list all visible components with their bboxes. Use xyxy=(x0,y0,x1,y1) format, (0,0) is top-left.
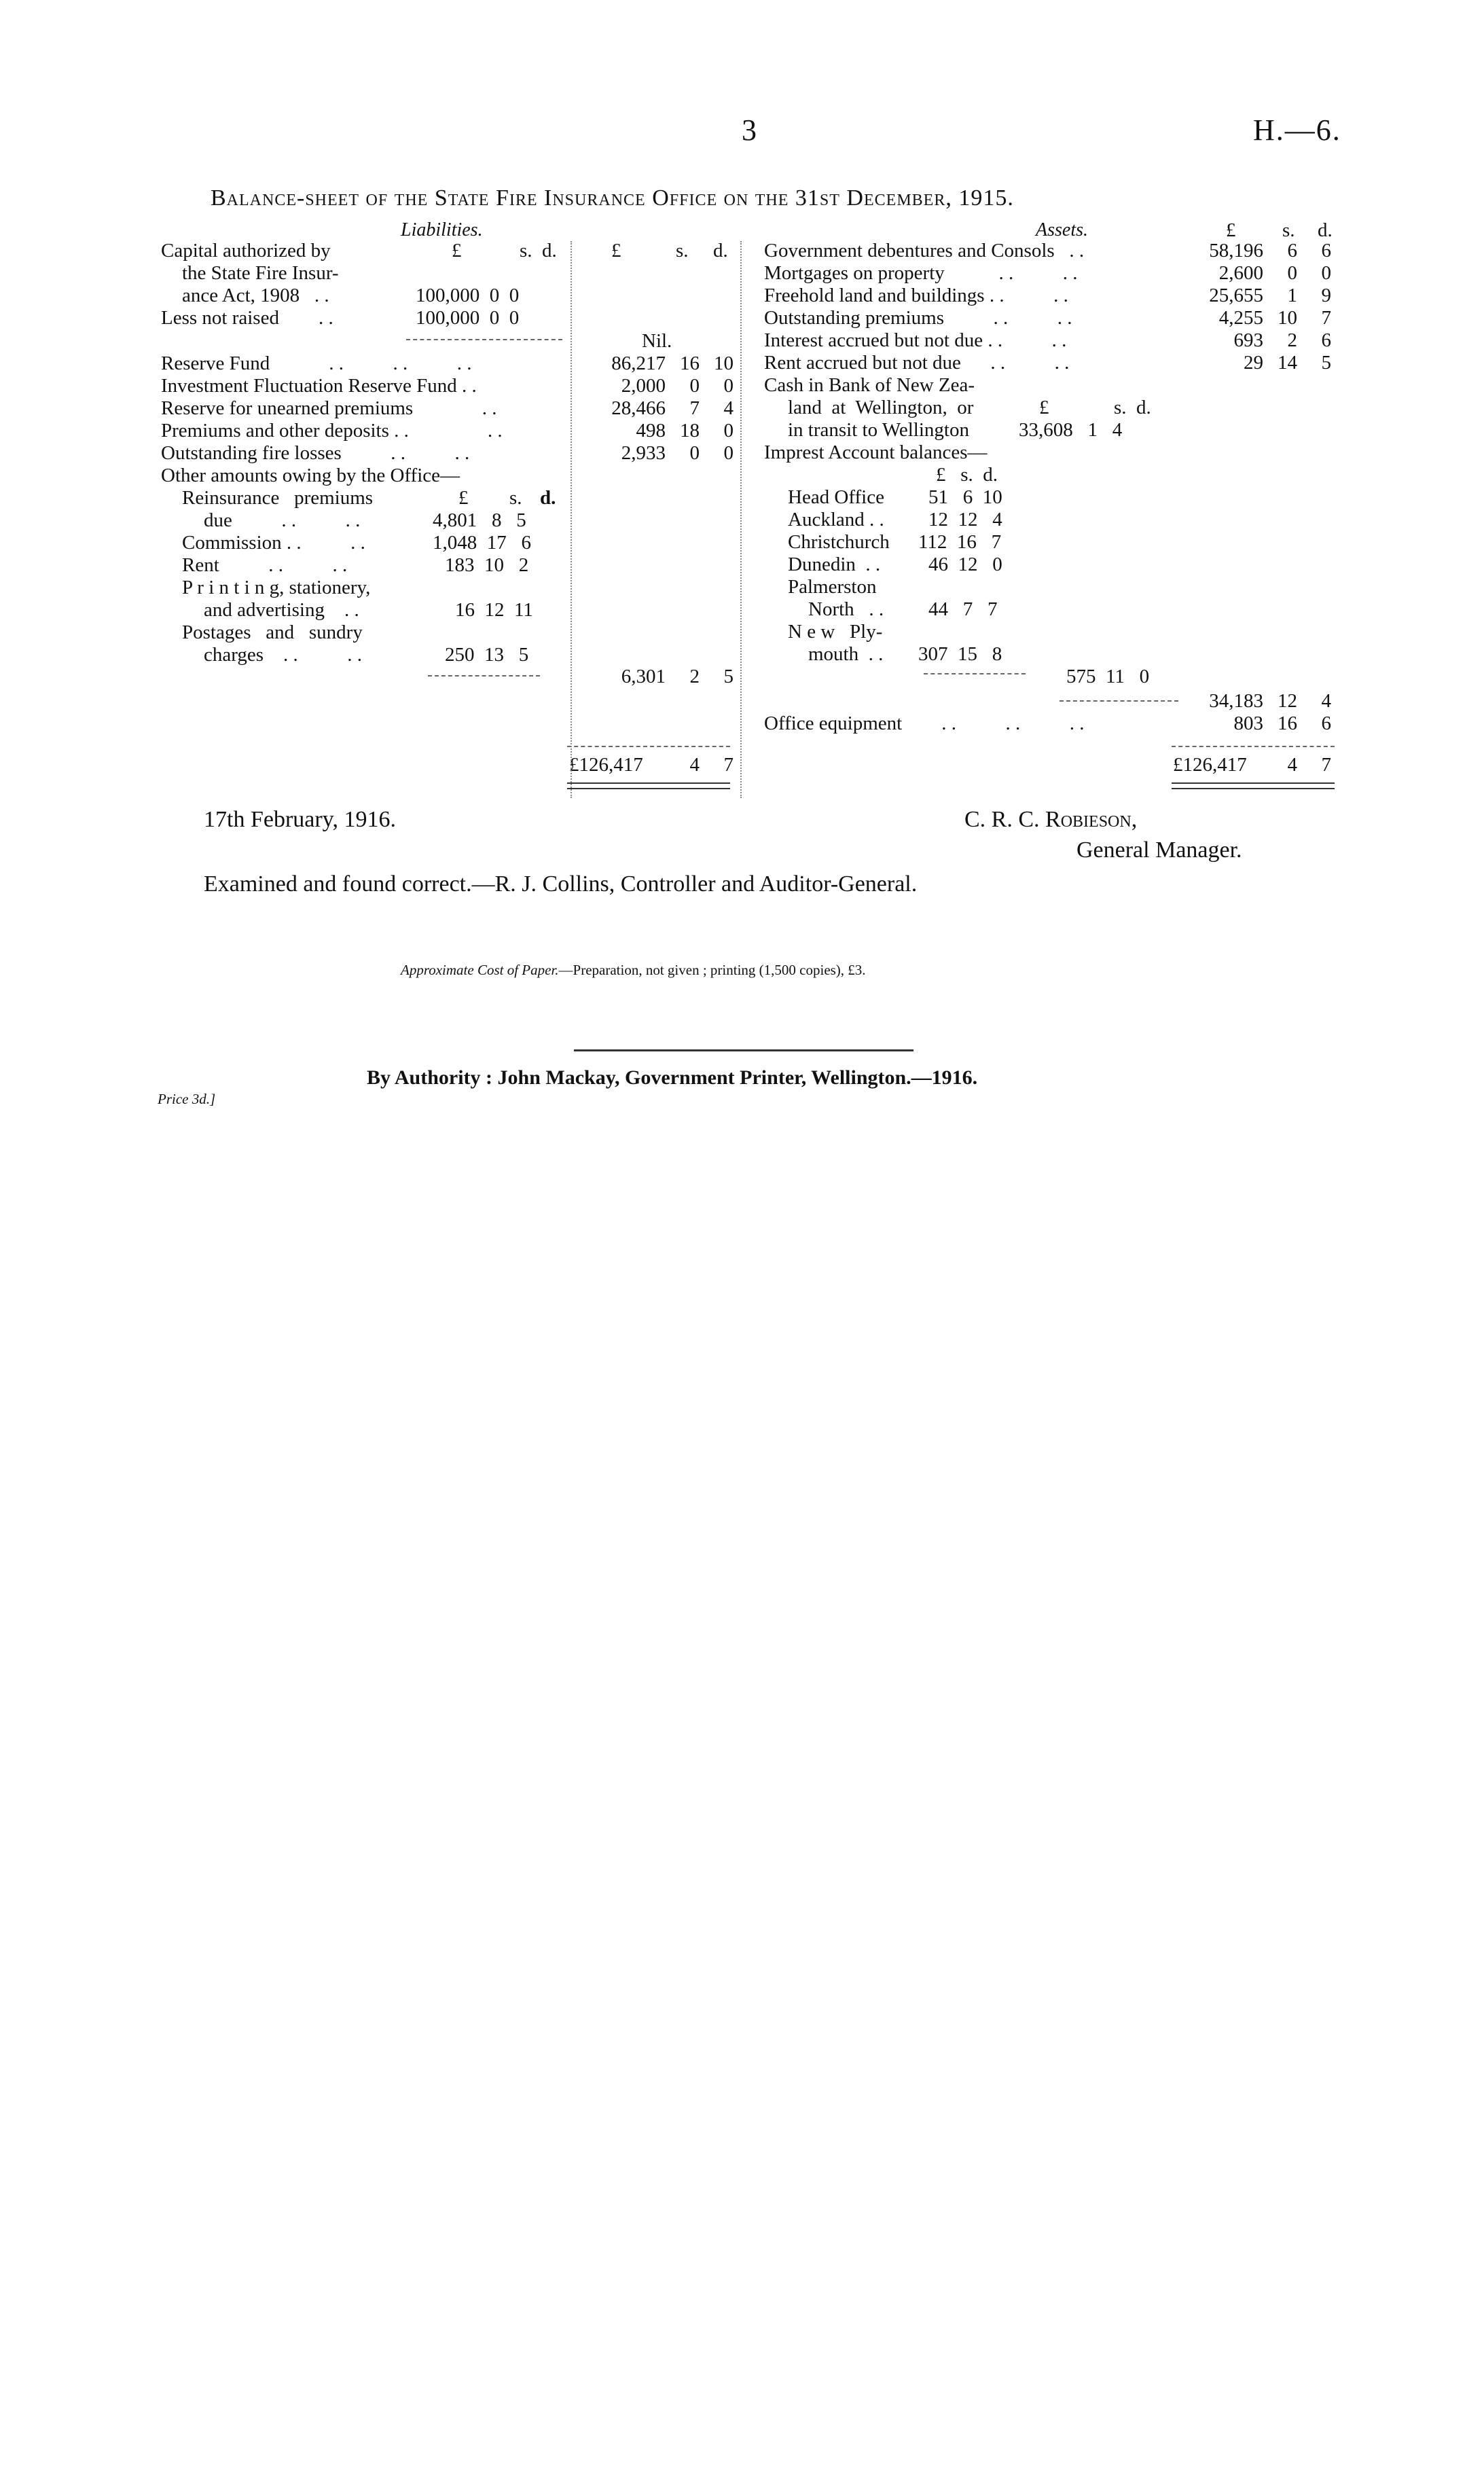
liabilities-double-rule-top xyxy=(567,782,730,784)
examined-statement: Examined and found correct.—R. J. Collins, Controller and Auditor-General. xyxy=(204,871,918,897)
fire-losses-pounds: 2,933 xyxy=(621,442,666,464)
printing-amount: 16 12 11 xyxy=(455,599,533,621)
sub-col-pound: £ xyxy=(458,487,469,509)
assets-double-rule-bottom xyxy=(1172,788,1335,789)
imprest-head-office-label: Head Office xyxy=(788,486,884,508)
assets-subtotal-pence: 4 xyxy=(1321,690,1331,712)
assets-subtotal-rule xyxy=(1060,700,1178,702)
freehold-pence: 9 xyxy=(1321,285,1331,306)
center-separator xyxy=(740,241,742,798)
assets-double-rule-top xyxy=(1172,782,1335,784)
outstanding-premiums-pence: 7 xyxy=(1321,307,1331,329)
assets-heading: Assets. xyxy=(1036,219,1088,240)
document-reference: H.—6. xyxy=(1253,113,1341,147)
liabilities-total-pounds: £126,417 xyxy=(569,754,643,776)
rent-accrued-pence: 5 xyxy=(1321,352,1331,374)
investment-fluctuation-shillings: 0 xyxy=(689,375,700,397)
interest-accrued-label: Interest accrued but not due . . . . xyxy=(764,329,1067,351)
column-separator xyxy=(571,241,572,798)
reserve-fund-shillings: 16 xyxy=(680,353,700,374)
postages-label-line1: Postages and sundry xyxy=(182,621,363,643)
reinsurance-label-line1: Reinsurance premiums xyxy=(182,487,374,509)
assets-subtotal-pounds: 34,183 xyxy=(1209,690,1263,712)
imprest-palmerston-label-line2: North . . xyxy=(808,598,884,620)
interest-accrued-pence: 6 xyxy=(1321,329,1331,351)
reserve-fund-pence: 10 xyxy=(714,353,734,374)
capital-label-line2: the State Fire Insur- xyxy=(182,262,339,284)
document-date: 17th February, 1916. xyxy=(204,807,396,832)
printing-label-line1: P r i n t i n g, stationery, xyxy=(182,577,371,598)
investment-fluctuation-label: Investment Fluctuation Reserve Fund . . xyxy=(161,375,477,397)
govt-debentures-shillings: 6 xyxy=(1287,240,1297,261)
assets-col-pound: £ xyxy=(1226,219,1236,241)
unearned-premiums-shillings: 7 xyxy=(689,397,700,419)
liabilities-total-pence: 7 xyxy=(723,754,734,776)
imprest-new-plymouth-label-line2: mouth . . xyxy=(808,643,884,665)
cost-of-paper xyxy=(401,963,866,977)
premiums-deposits-shillings: 18 xyxy=(680,420,700,441)
postages-amount: 250 13 5 xyxy=(445,644,529,666)
liabilities-heading: Liabilities. xyxy=(401,219,483,240)
commission-label: Commission . . . . xyxy=(182,532,365,554)
other-amounts-total-pounds: 6,301 xyxy=(621,666,666,687)
col-pound-header: £ xyxy=(452,240,462,261)
other-amounts-total-pence: 5 xyxy=(723,666,734,687)
imprest-heading: Imprest Account balances— xyxy=(764,441,988,463)
printer-authority: By Authority : John Mackay, Government Printer, Wellington.—1916. xyxy=(367,1066,978,1089)
govt-debentures-pence: 6 xyxy=(1321,240,1331,261)
col-s2-header: s. xyxy=(676,240,689,261)
col-pound2-header: £ xyxy=(611,240,621,261)
cash-label-line3: in transit to Wellington xyxy=(788,419,969,441)
capital-rule xyxy=(406,339,562,340)
cost-text: —Preparation, not given ; printing (1,500 copies), £3. xyxy=(558,962,866,978)
imprest-christchurch-label: Christchurch xyxy=(788,531,890,553)
rent-label: Rent . . . . xyxy=(182,554,348,576)
unearned-premiums-pence: 4 xyxy=(723,397,734,419)
reinsurance-amount: 4,801 8 5 xyxy=(433,509,526,531)
fire-losses-pence: 0 xyxy=(723,442,734,464)
outstanding-premiums-pounds: 4,255 xyxy=(1218,307,1263,329)
other-amounts-rule xyxy=(428,675,540,677)
cost-label: Approximate Cost of Paper. xyxy=(401,962,559,978)
col-d2-header: d. xyxy=(713,240,728,261)
postages-label-line2: charges . . . . xyxy=(204,644,363,666)
sub-col-s: s. xyxy=(509,487,522,509)
imprest-palmerston-label-line1: Palmerston xyxy=(788,576,877,598)
assets-total-pence: 7 xyxy=(1321,754,1331,776)
investment-fluctuation-pence: 0 xyxy=(723,375,734,397)
price: Price 3d.] xyxy=(158,1091,216,1107)
assets-subtotal-shillings: 12 xyxy=(1278,690,1297,712)
premiums-deposits-label: Premiums and other deposits . . . . xyxy=(161,420,503,441)
imprest-palmerston-amount: 44 7 7 xyxy=(928,598,998,620)
capital-label-line3: ance Act, 1908 . . xyxy=(182,285,329,306)
less-not-raised-label: Less not raised . . xyxy=(161,307,333,329)
rent-accrued-label: Rent accrued but not due . . . . xyxy=(764,352,1070,374)
mortgages-pounds: 2,600 xyxy=(1218,262,1263,284)
office-equipment-label: Office equipment . . . . . . xyxy=(764,713,1085,734)
imprest-cols: £ s. d. xyxy=(936,464,998,486)
page-number: 3 xyxy=(742,113,757,147)
liabilities-double-rule-bottom xyxy=(567,788,730,789)
freehold-pounds: 25,655 xyxy=(1209,285,1263,306)
imprest-new-plymouth-label-line1: N e w Ply- xyxy=(788,621,883,643)
investment-fluctuation-pounds: 2,000 xyxy=(621,375,666,397)
imprest-auckland-label: Auckland . . xyxy=(788,509,884,530)
reserve-fund-pounds: 86,217 xyxy=(611,353,666,374)
interest-accrued-pounds: 693 xyxy=(1233,329,1263,351)
capital-nil: Nil. xyxy=(642,330,672,352)
govt-debentures-pounds: 58,196 xyxy=(1209,240,1263,261)
premiums-deposits-pounds: 498 xyxy=(636,420,666,441)
freehold-label: Freehold land and buildings . . . . xyxy=(764,285,1068,306)
assets-total-shillings: 4 xyxy=(1287,754,1297,776)
imprest-auckland-amount: 12 12 4 xyxy=(928,509,1002,530)
liabilities-total-shillings: 4 xyxy=(689,754,700,776)
cash-col-sd: s. d. xyxy=(1114,397,1151,418)
mortgages-shillings: 0 xyxy=(1287,262,1297,284)
rent-amount: 183 10 2 xyxy=(445,554,529,576)
unearned-premiums-pounds: 28,466 xyxy=(611,397,666,419)
imprest-dunedin-label: Dunedin . . xyxy=(788,554,881,575)
cash-label-line1: Cash in Bank of New Zea- xyxy=(764,374,975,396)
imprest-total: 575 11 0 xyxy=(1066,666,1150,687)
cash-label-line2: land at Wellington, or xyxy=(788,397,974,418)
assets-col-s: s. xyxy=(1282,219,1295,241)
col-sd-header: s. d. xyxy=(520,240,557,261)
other-amounts-total-shillings: 2 xyxy=(689,666,700,687)
assets-total-rule xyxy=(1172,746,1335,747)
unearned-premiums-label: Reserve for unearned premiums . . xyxy=(161,397,497,419)
fire-losses-shillings: 0 xyxy=(689,442,700,464)
balance-sheet-title: Balance-sheet of the State Fire Insurance Office on the 31st December, 1915. xyxy=(211,185,1014,211)
reserve-fund-label: Reserve Fund . . . . . . xyxy=(161,353,472,374)
rent-accrued-shillings: 14 xyxy=(1278,352,1297,374)
premiums-deposits-pence: 0 xyxy=(723,420,734,441)
office-equipment-pence: 6 xyxy=(1321,713,1331,734)
capital-label-line1: Capital authorized by xyxy=(161,240,331,261)
fire-losses-label: Outstanding fire losses . . . . xyxy=(161,442,470,464)
mortgages-pence: 0 xyxy=(1321,262,1331,284)
assets-total-pounds: £126,417 xyxy=(1173,754,1247,776)
liabilities-total-rule xyxy=(567,746,730,747)
commission-amount: 1,048 17 6 xyxy=(433,532,531,554)
assets-col-d: d. xyxy=(1318,219,1333,241)
rent-accrued-pounds: 29 xyxy=(1244,352,1263,374)
capital-amount: 100,000 0 0 xyxy=(416,285,520,306)
cash-amount: 33,608 1 4 xyxy=(1019,419,1123,441)
imprest-new-plymouth-amount: 307 15 8 xyxy=(918,643,1002,665)
govt-debentures-label: Government debentures and Consols . . xyxy=(764,240,1085,261)
less-not-raised-amount: 100,000 0 0 xyxy=(416,307,520,329)
interest-accrued-shillings: 2 xyxy=(1287,329,1297,351)
other-amounts-heading: Other amounts owing by the Office— xyxy=(161,465,460,486)
office-equipment-pounds: 803 xyxy=(1233,713,1263,734)
printing-label-line2: and advertising . . xyxy=(204,599,359,621)
office-equipment-shillings: 16 xyxy=(1278,713,1297,734)
signatory-title: General Manager. xyxy=(1076,837,1242,863)
authority-rule xyxy=(574,1049,913,1051)
sub-col-d: d. xyxy=(540,487,556,509)
imprest-rule xyxy=(924,673,1026,674)
mortgages-label: Mortgages on property . . . . xyxy=(764,262,1078,284)
imprest-dunedin-amount: 46 12 0 xyxy=(928,554,1002,575)
imprest-head-office-amount: 51 6 10 xyxy=(928,486,1002,508)
cash-col-pound: £ xyxy=(1039,397,1049,418)
imprest-christchurch-amount: 112 16 7 xyxy=(918,531,1002,553)
outstanding-premiums-shillings: 10 xyxy=(1278,307,1297,329)
freehold-shillings: 1 xyxy=(1287,285,1297,306)
outstanding-premiums-label: Outstanding premiums . . . . xyxy=(764,307,1072,329)
signatory-name: C. R. C. Robieson, xyxy=(964,807,1138,832)
reinsurance-label-line2: due . . . . xyxy=(204,509,361,531)
